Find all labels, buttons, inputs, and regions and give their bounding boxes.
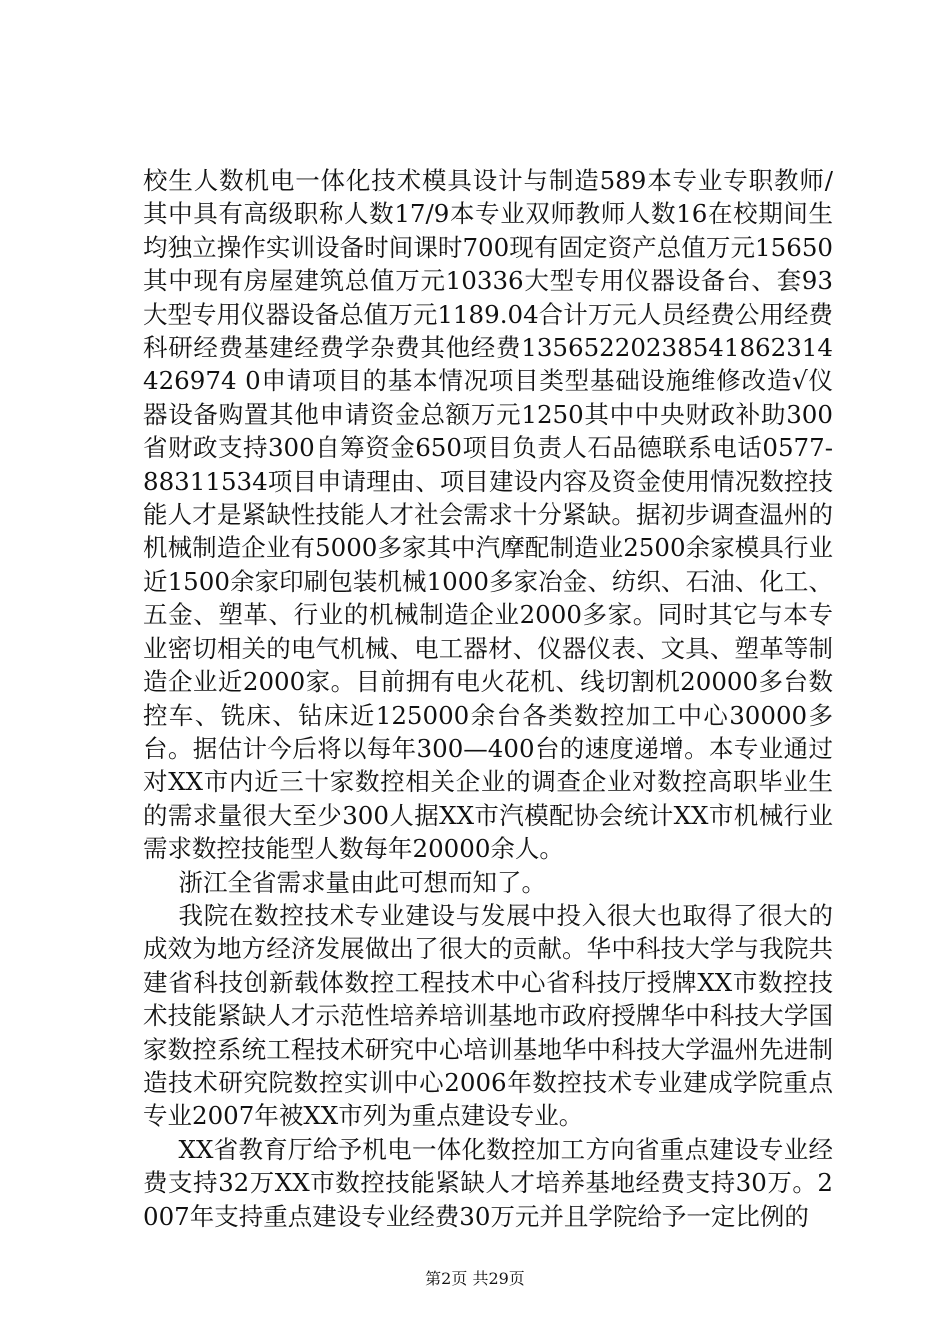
page-number-footer: 第2页 共29页 (425, 1269, 525, 1288)
paragraph-1: 校生人数机电一体化技术模具设计与制造589本专业专职教师/其中具有高级职称人数17/9本专业双师教师人数16在校期间生均独立操作实训设备时间课时700现有固定资产总值万元15650其中现有房屋建筑总值万元10336大型专用仪器设备台、套93大型专用仪器设备总值万元1189.04合计万元人员经费公用经费科研经费基建经费学杂费其他经费13565220238541862314426974 0申请项目的基本情况项目类型基础设施维修改造√仪器设备购置其他申请资金总额万元1250其中中央财政补助300省财政支持300自筹资金650项目负责人石品德联系电话0577-88311534项目申请理由、项目建设内容及资金使用情况数控技能人才是紧缺性技能人才社会需求十分紧缺。据初步调查温州的机械制造企业有5000多家其中汽摩配制造业2500余家模具行业近1500余家印刷包装机械1000多家冶金、纺织、石油、化工、五金、塑革、行业的机械制造企业2000多家。同时其它与本专业密切相关的电气机械、电工器材、仪器仪表、文具、塑革等制造企业近2000家。目前拥有电火花机、线切割机20000多台数控车、铣床、钻床近125000余台各类数控加工中心30000多台。据估计今后将以每年300—400台的速度递增。本专业通过对XX市内近三十家数控相关企业的调查企业对数控高职毕业生的需求量很大至少300人据XX市汽模配协会统计XX市机械行业需求数控技能型人数每年20000余人。 (143, 166, 833, 864)
paragraph-3: 我院在数控技术专业建设与发展中投入很大也取得了很大的成效为地方经济发展做出了很大的贡献。华中科技大学与我院共建省科技创新载体数控工程技术中心省科技厅授牌XX市数控技术技能紧缺人才示范性培养培训基地市政府授牌华中科技大学国家数控系统工程技术研究中心培训基地华中科技大学温州先进制造技术研究院数控实训中心2006年数控技术专业建成学院重点专业2007年被XX市列为重点建设专业。 (143, 900, 833, 1131)
paragraph-2: 浙江全省需求量由此可想而知了。 (178, 867, 547, 897)
body-text (143, 164, 833, 1233)
paragraph-4: XX省教育厅给予机电一体化数控加工方向省重点建设专业经费支持32万XX市数控技能紧缺人才培养基地经费支持30万。2007年支持重点建设专业经费30万元并且学院给予一定比例的 (143, 1134, 833, 1231)
